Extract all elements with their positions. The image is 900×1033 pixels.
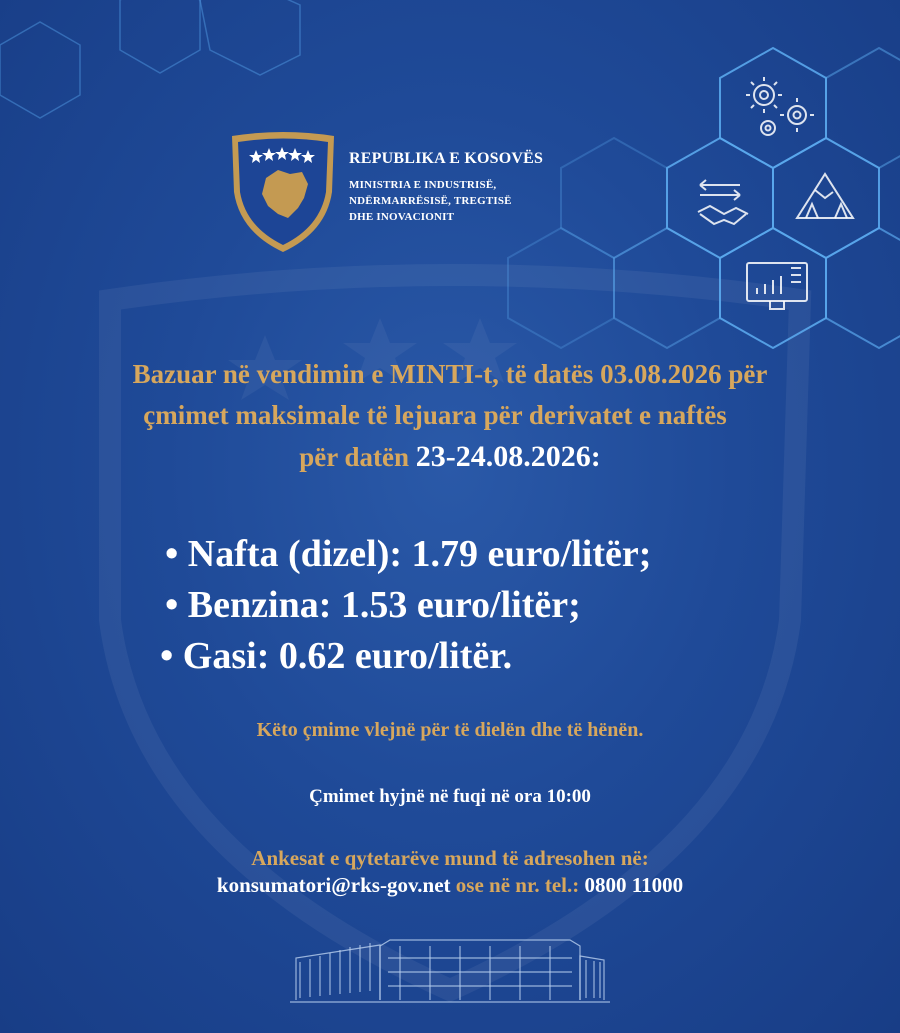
organization-block <box>349 150 543 225</box>
intro-line-1: Bazuar në vendimin e MINTI-t, të datës 03.08.2026 për <box>132 359 768 389</box>
mountains-icon <box>797 174 853 218</box>
handshake-icon <box>698 180 748 224</box>
price-gas: • Gasi: 0.62 euro/litër. <box>160 635 513 677</box>
price-diesel: • Nafta (dizel): 1.79 euro/litër; <box>165 533 652 575</box>
intro-line-3 <box>0 438 900 476</box>
price-petrol: • Benzina: 1.53 euro/litër; <box>165 584 581 626</box>
org-subtitle-line-3: DHE INOVACIONIT <box>349 211 455 223</box>
org-subtitle <box>349 177 543 225</box>
intro-date: 23-24.08.2026: <box>415 440 601 473</box>
complaints-note: Ankesat e qytetarëve mund të adresohen në: <box>251 846 649 870</box>
effective-time-note: Çmimet hyjnë në fuqi në ora 10:00 <box>309 786 591 807</box>
kosovo-emblem-icon <box>228 132 338 254</box>
validity-note: Këto çmime vlejnë për të dielën dhe të hënën. <box>256 719 644 741</box>
org-title: REPUBLIKA E KOSOVËS <box>349 150 544 167</box>
contact-email[interactable]: konsumatori@rks-gov.net <box>216 873 451 897</box>
intro-line-2: çmimet maksimale të lejuara për derivatet e naftës <box>143 400 727 430</box>
contact-line <box>0 873 900 898</box>
contact-or-phone-label: ose në nr. tel.: <box>455 873 580 897</box>
contact-phone[interactable]: 0800 11000 <box>584 873 684 897</box>
intro-date-prefix: për datën <box>299 442 410 472</box>
org-subtitle-line-1: MINISTRIA E INDUSTRISË, <box>349 179 497 191</box>
org-subtitle-line-2: NDËRMARRËSISË, TREGTISË <box>349 195 512 207</box>
hex-grid-left <box>0 0 300 118</box>
gears-icon <box>746 77 814 135</box>
